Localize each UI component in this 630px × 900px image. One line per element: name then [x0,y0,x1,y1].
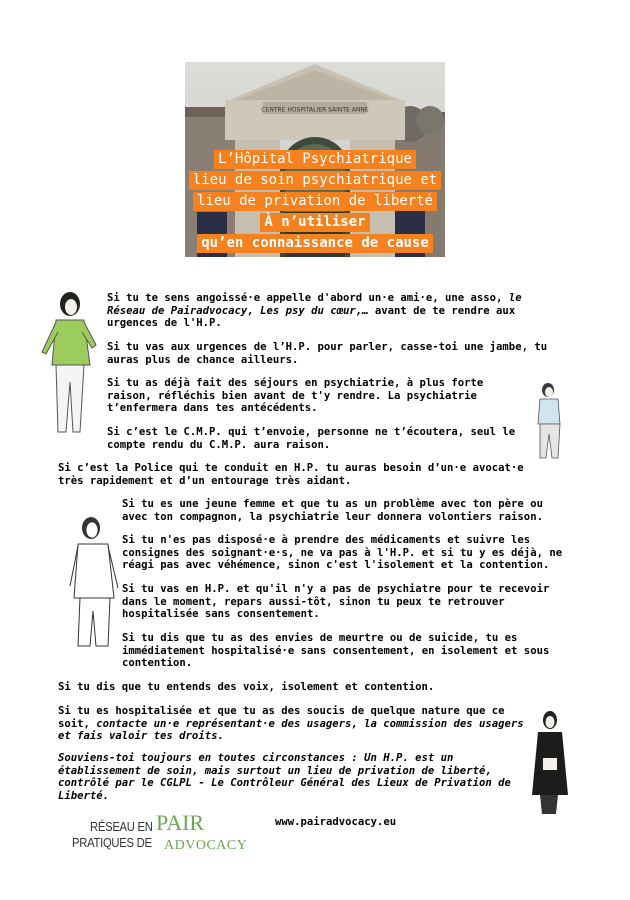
paragraph-6: Si tu es une jeune femme et que tu as un problème avec ton père ou avec ton compagnon, la psychiatrie leur donnera volontiers raison. [122,498,543,523]
logo-line-2: PRATIQUES DE [72,836,152,850]
title-line-2: lieu de soin psychiatrique et [189,171,441,190]
paragraph-9: Si tu dis que tu as des envies de meurtre ou de suicide, tu es immédiatement hospitalisé·e sans consentement, en isolement et sous contention. [122,632,550,670]
woman-green-top-illustration [38,290,100,444]
logo-advocacy: ADVOCACY [164,838,248,853]
logo-pair: PAIR [156,810,205,835]
paragraph-11: Si tu es hospitalisée et que tu as des soucis de quelque nature que ce soit, contacte un·e représentant·e des usagers, la commission des usagers et fais valoir tes droits. [58,705,524,743]
man-light-blue-illustration [530,382,570,466]
title-line-1: L’Hôpital Psychiatrique [214,150,416,169]
subtitle-line-2: qu’en connaissance de cause [197,234,433,253]
pairadvocacy-logo [72,812,262,864]
paragraph-7: Si tu n'es pas disposé·e à prendre des médicaments et suivre les consignes des soignant·e·s, ne va pas à l'H.P. et si tu y es déjà, ne réagi pas avec véhémence, sinon c'est l'isolement et la contention. [122,534,563,572]
website-url[interactable]: www.pairadvocacy.eu [275,816,397,828]
paragraph-5: Si c’est la Police qui te conduit en H.P. tu auras besoin d’un·e avocat·e très rapidement et d’un entourage très aidant. [58,462,524,487]
paragraph-3: Si tu as déjà fait des séjours en psychiatrie, à plus forte raison, réfléchis bien avant de t'y rendre. La psychiatrie t’enfermera dans tes antécédents. [107,377,484,415]
paragraph-12: Souviens-toi toujours en toutes circonstances : Un H.P. est un établissement de soin, mais surtout un lieu de privation de liberté, contrôlé par le CGLPL - Le Contrôleur Général des Lieux de Privation de Liberté. [58,752,511,802]
paragraph-8: Si tu vas en H.P. et qu'il n'y a pas de psychiatre pour te recevoir dans le moment, repars aussi-tôt, sinon tu peux te retrouver hospitalisée sans consentement. [122,583,550,621]
paragraph-2: Si tu vas aux urgences de l’H.P. pour parler, casse-toi une jambe, tu auras plus de chance ailleurs. [107,341,548,366]
paragraph-1: Si tu te sens angoissé·e appelle d'abord un·e ami·e, une asso, le Réseau de Pairadvocacy, Les psy du cœur,… avant de te rendre aux urgences de l'H.P. [107,292,522,330]
paragraph-4: Si c’est le C.M.P. qui t’envoie, personne ne t’écoutera, seul le compte rendu du C.M.P. aura raison. [107,426,516,451]
sketch-person-illustration [66,516,126,655]
building-sign: CENTRE HOSPITALIER SAINTE ANNE [261,106,369,114]
subtitle-line-1: À n’utiliser [260,213,369,232]
title-line-3: lieu de privation de liberté [193,192,437,211]
paragraph-10: Si tu dis que tu entends des voix, isolement et contention. [58,681,435,693]
woman-black-coat-illustration [528,710,572,824]
logo-line-1: RÉSEAU EN [90,820,153,834]
title-block [0,148,630,253]
